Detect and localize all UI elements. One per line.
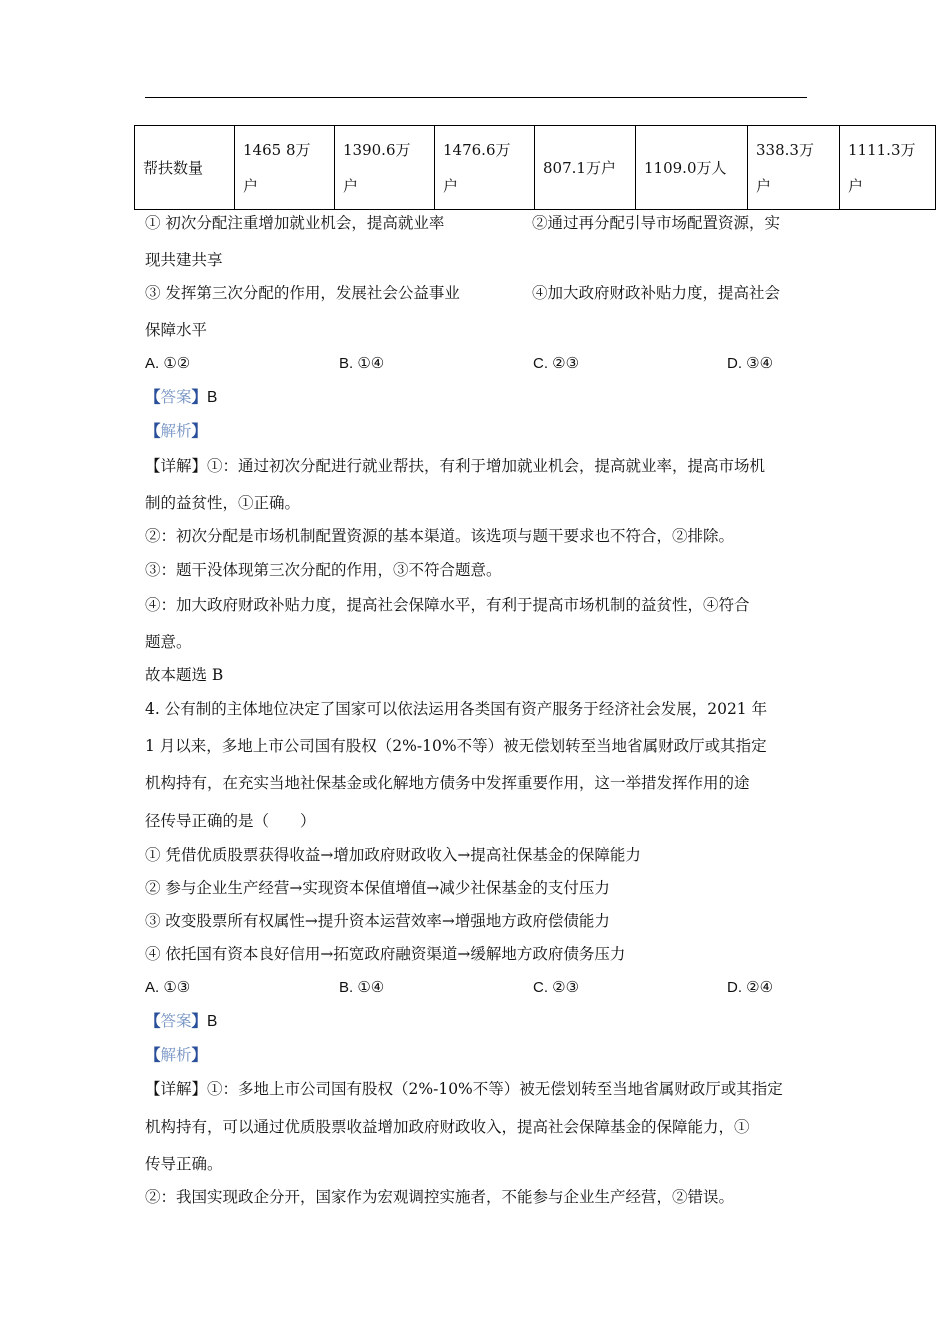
statement: ① 凭借优质股票获得收益→增加政府财政收入→提高社保基金的保障能力: [145, 846, 641, 864]
table-cell: 338.3万 户: [748, 126, 840, 210]
detail-line: 题意。: [145, 633, 192, 651]
statement: 保障水平: [145, 321, 208, 339]
aid-table: [134, 125, 936, 210]
question-stem: 径传导正确的是（ ）: [145, 812, 316, 830]
statement: ②通过再分配引导市场配置资源，实: [532, 214, 781, 232]
option-a: A. ①③: [145, 979, 191, 996]
answer: 【答案】B: [145, 1011, 218, 1030]
option-c: C. ②③: [533, 355, 580, 372]
option-d: D. ②④: [727, 979, 774, 996]
answer: 【答案】B: [145, 387, 218, 406]
table-cell: 1109.0万人: [636, 126, 748, 210]
option-c: C. ②③: [533, 979, 580, 996]
table-cell: 807.1万户: [535, 126, 636, 210]
question-stem: 1 月以来，多地上市公司国有股权（2%-10%不等）被无偿划转至当地省属财政厅或其指定: [145, 737, 767, 755]
statement: ④ 依托国有资本良好信用→拓宽政府融资渠道→缓解地方政府债务压力: [145, 945, 626, 963]
detail-line: 【详解】①：通过初次分配进行就业帮扶，有利于增加就业机会，提高就业率，提高市场机: [145, 457, 766, 475]
detail-line: 机构持有，可以通过优质股票收益增加政府财政收入，提高社会保障基金的保障能力，①: [145, 1118, 750, 1136]
table-cell: 1390.6万 户: [335, 126, 435, 210]
table-cell: 1476.6万 户: [435, 126, 535, 210]
detail-line: ②：初次分配是市场机制配置资源的基本渠道。该选项与题干要求也不符合，②排除。: [145, 527, 735, 545]
header-rule: [145, 97, 807, 98]
detail-line: ③：题干没体现第三次分配的作用，③不符合题意。: [145, 561, 502, 579]
detail-line: ④：加大政府财政补贴力度，提高社会保障水平，有利于提高市场机制的益贫性，④符合: [145, 596, 750, 614]
statement: ① 初次分配注重增加就业机会，提高就业率: [145, 214, 445, 232]
table-cell: 1111.3万 户: [840, 126, 936, 210]
detail-line: 【详解】①：多地上市公司国有股权（2%-10%不等）被无偿划转至当地省属财政厅或其指定: [145, 1080, 783, 1098]
statement: ③ 改变股票所有权属性→提升资本运营效率→增强地方政府偿债能力: [145, 912, 610, 930]
option-d: D. ③④: [727, 355, 774, 372]
detail-line: 传导正确。: [145, 1155, 223, 1173]
statement: ④加大政府财政补贴力度，提高社会: [532, 284, 781, 302]
statement: ③ 发挥第三次分配的作用，发展社会公益事业: [145, 284, 460, 302]
analysis-label: 【解析】: [145, 421, 208, 440]
detail-line: 故本题选 B: [145, 666, 224, 684]
option-b: B. ①④: [339, 355, 385, 372]
option-b: B. ①④: [339, 979, 385, 996]
detail-line: 制的益贫性，①正确。: [145, 494, 301, 512]
option-a: A. ①②: [145, 355, 191, 372]
table-cell: 1465 8万 户: [235, 126, 335, 210]
statement: 现共建共享: [145, 251, 223, 269]
analysis-label: 【解析】: [145, 1045, 208, 1064]
statement: ② 参与企业生产经营→实现资本保值增值→减少社保基金的支付压力: [145, 879, 610, 897]
question-stem: 4. 公有制的主体地位决定了国家可以依法运用各类国有资产服务于经济社会发展，2021 年: [145, 700, 768, 718]
question-stem: 机构持有，在充实当地社保基金或化解地方债务中发挥重要作用，这一举措发挥作用的途: [145, 774, 750, 792]
row-label: 帮扶数量: [135, 126, 235, 210]
detail-line: ②：我国实现政企分开，国家作为宏观调控实施者，不能参与企业生产经营，②错误。: [145, 1188, 735, 1206]
